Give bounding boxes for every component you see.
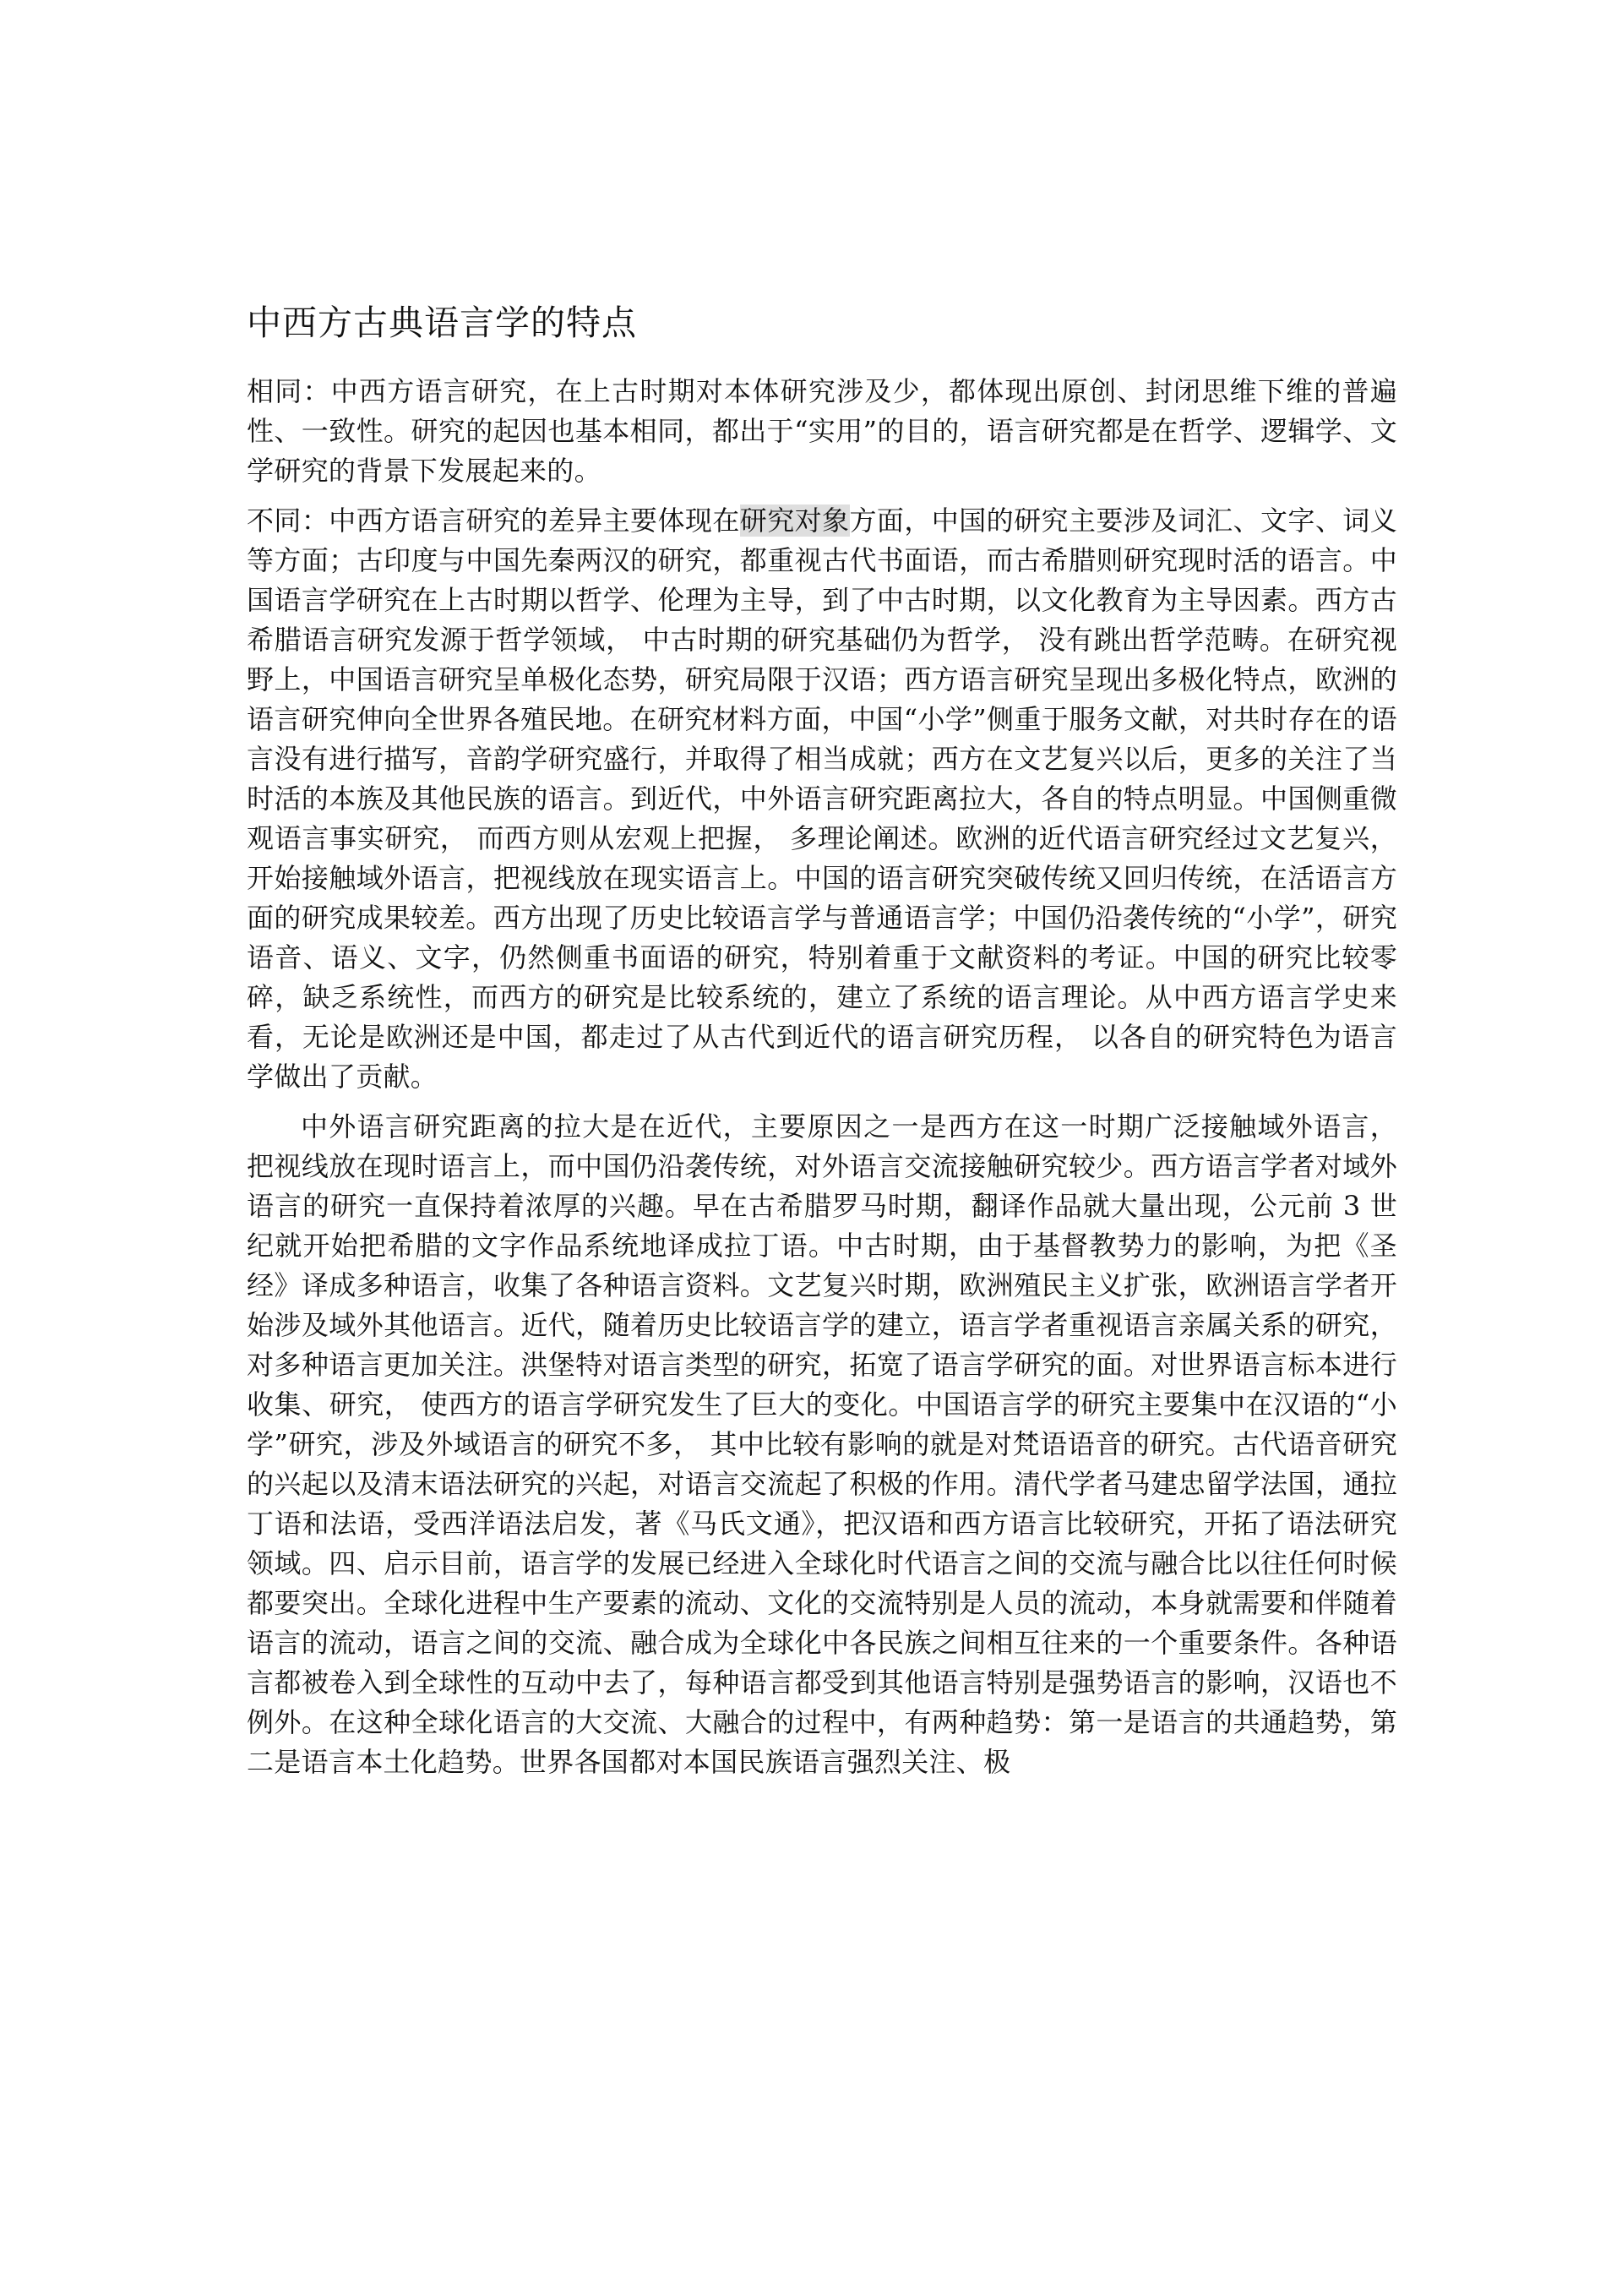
paragraph-similarities: 相同：中西方语言研究，在上古时期对本体研究涉及少，都体现出原创、封闭思维下维的普遍性、一致性。研究的起因也基本相同，都出于“实用”的目的，语言研究都是在哲学、逻辑学、文学研究的背景下发展起来的。 xyxy=(247,375,1397,487)
highlighted-text: 研究对象 xyxy=(739,504,850,537)
paragraph-differences-rest: 方面，中国的研究主要涉及词汇、文字、词义等方面；古印度与中国先秦两汉的研究，都重视古代书面语，而古希腊则研究现时活的语言。中国语言学研究在上古时期以哲学、伦理为主导，到了中古时期，以文化教育为主导因素。西方古希腊语言研究发源于哲学领域， 中古时期的研究基础仍为哲学， 没有跳出哲学范畴。在研究视野上，中国语言研究呈单极化态势，研究局限于汉语；西方语言研究呈现出多极化特点，欧洲的语言研究伸向全世界各殖民地。在研究材料方面，中国“小学”侧重于服务文献，对共时存在的语言没有进行描写，音韵学研究盛行，并取得了相当成就；西方在文艺复兴以后，更多的关注了当时活的本族及其他民族的语言。到近代，中外语言研究距离拉大，各自的特点明显。中国侧重微观语言事实研究， 而西方则从宏观上把握， 多理论阐述。欧洲的近代语言研究经过文艺复兴，开始接触域外语言，把视线放在现实语言上。中国的语言研究突破传统又回归传统，在活语言方面的研究成果较差。西方出现了历史比较语言学与普通语言学；中国仍沿袭传统的“小学”，研究语音、语义、文字，仍然侧重书面语的研究，特别着重于文献资料的考证。中国的研究比较零碎，缺乏系统性，而西方的研究是比较系统的，建立了系统的语言理论。从中西方语言学史来看，无论是欧洲还是中国，都走过了从古代到近代的语言研究历程， 以各自的研究特色为语言学做出了贡献。 xyxy=(247,504,1397,1093)
document-page xyxy=(247,297,1397,1792)
paragraph-differences xyxy=(247,501,1397,1097)
document-title: 中西方古典语言学的特点 xyxy=(247,303,637,343)
paragraph-distance: 中外语言研究距离的拉大是在近代，主要原因之一是西方在这一时期广泛接触域外语言， 把视线放在现时语言上，而中国仍沿袭传统，对外语言交流接触研究较少。西方语言学者对域外语言的研究一直保持着浓厚的兴趣。早在古希腊罗马时期，翻译作品就大量出现，公元前 3 世纪就开始把希腊的文字作品系统地译成拉丁语。中古时期，由于基督教势力的影响，为把《圣经》译成多种语言，收集了各种语言资料。文艺复兴时期，欧洲殖民主义扩张，欧洲语言学者开始涉及域外其他语言。近代，随着历史比较语言学的建立，语言学者重视语言亲属关系的研究，对多种语言更加关注。洪堡特对语言类型的研究，拓宽了语言学研究的面。对世界语言标本进行收集、研究， 使西方的语言学研究发生了巨大的变化。中国语言学的研究主要集中在汉语的“小学”研究，涉及外域语言的研究不多， 其中比较有影响的就是对梵语语音的研究。古代语音研究的兴起以及清末语法研究的兴起，对语言交流起了积极的作用。清代学者马建忠留学法国，通拉丁语和法语，受西洋语法启发，著《马氏文通》，把汉语和西方语言比较研究，开拓了语法研究领域。四、启示目前，语言学的发展已经进入全球化时代语言之间的交流与融合比以往任何时候都要突出。全球化进程中生产要素的流动、文化的交流特别是人员的流动，本身就需要和伴随着语言的流动，语言之间的交流、融合成为全球化中各民族之间相互往来的一个重要条件。各种语言都被卷入到全球性的互动中去了，每种语言都受到其他语言特别是强势语言的影响，汉语也不例外。在这种全球化语言的大交流、大融合的过程中，有两种趋势：第一是语言的共通趋势，第二是语言本土化趋势。世界各国都对本国民族语言强烈关注、极 xyxy=(247,1110,1397,1778)
paragraph-differences-lead: 不同：中西方语言研究的差异主要体现在 xyxy=(247,504,740,537)
